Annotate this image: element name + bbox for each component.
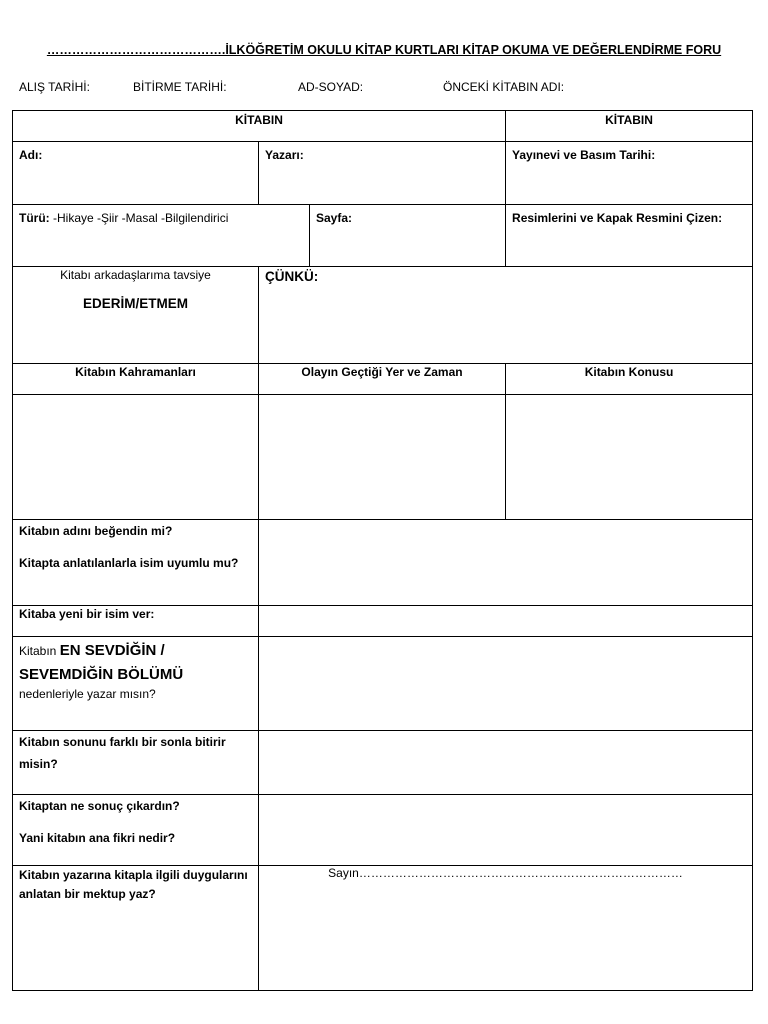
turu-label: Türü: xyxy=(19,211,50,225)
sevdigin-suffix: nedenleriyle yazar mısın? xyxy=(19,687,156,701)
sonuc-answer[interactable] xyxy=(259,795,753,866)
sonu-question: Kitabın sonunu farklı bir sonla bitirir misin? xyxy=(13,731,259,795)
ederim-etmem-text: EDERİM/ETMEM xyxy=(82,296,188,311)
sevdigin-caps: EN SEVDİĞİN / SEVEMDİĞİN BÖLÜMÜ xyxy=(19,642,184,683)
begendin-text: Kitabın adını beğendin mi? xyxy=(19,524,173,538)
cunku-field[interactable] xyxy=(259,267,753,364)
turu-field[interactable] xyxy=(13,205,310,267)
mektup-answer[interactable] xyxy=(259,866,753,991)
turu-options: -Hikaye -Şiir -Masal -Bilgilendirici xyxy=(49,211,229,225)
ad-soyad-label: AD-SOYAD: xyxy=(298,80,364,94)
yeni-isim-question: Kitaba yeni bir isim ver: xyxy=(13,606,259,637)
sayin-line: Sayın……………………………………………………………………… xyxy=(328,866,683,880)
tavsiye-cell xyxy=(13,267,259,364)
uyumlu-text: Kitapta anlatılanlarla isim uyumlu mu? xyxy=(19,556,239,570)
resim-field[interactable]: Resimlerini ve Kapak Resmini Çizen: xyxy=(506,205,753,267)
kahramanlar-header: Kitabın Kahramanları xyxy=(13,364,259,395)
sonu-answer[interactable] xyxy=(259,731,753,795)
sevdigin-prefix: Kitabın xyxy=(19,644,60,658)
tavsiye-text: Kitabı arkadaşlarıma tavsiye xyxy=(60,268,211,282)
yer-zaman-header: Olayın Geçtiği Yer ve Zaman xyxy=(259,364,506,395)
begendin-answer[interactable] xyxy=(259,520,753,606)
yeni-isim-answer[interactable] xyxy=(259,606,753,637)
konu-header: Kitabın Konusu xyxy=(506,364,753,395)
sonuc-text: Kitaptan ne sonuç çıkardın? xyxy=(19,799,180,813)
alis-tarihi-label: ALIŞ TARİHİ: xyxy=(19,80,90,94)
sonuc-question xyxy=(13,795,259,866)
yer-zaman-answer[interactable] xyxy=(259,395,506,520)
kahramanlar-answer[interactable] xyxy=(13,395,259,520)
onceki-kitap-label: ÖNCEKİ KİTABIN ADI: xyxy=(443,80,565,94)
sayfa-field[interactable]: Sayfa: xyxy=(310,205,506,267)
evaluation-form-table xyxy=(12,110,753,991)
kitabin-header-1: KİTABIN xyxy=(13,111,506,142)
sevdigin-question xyxy=(13,637,259,731)
sevdigin-answer[interactable] xyxy=(259,637,753,731)
adi-field[interactable]: Adı: xyxy=(13,142,259,205)
yayinevi-field[interactable]: Yayınevi ve Basım Tarihi: xyxy=(506,142,753,205)
konu-answer[interactable] xyxy=(506,395,753,520)
bitirme-tarihi-label: BİTİRME TARİHİ: xyxy=(133,80,227,94)
mektup-question: Kitabın yazarına kitapla ilgili duygularını anlatan bir mektup yaz? xyxy=(13,866,259,991)
cunku-label: ÇÜNKÜ: xyxy=(265,269,319,284)
kitabin-header-2: KİTABIN xyxy=(506,111,753,142)
ana-fikir-text: Yani kitabın ana fikri nedir? xyxy=(19,831,176,845)
form-title: …………………………………….İLKÖĞRETİM OKULU KİTAP KURTLARI KİTAP OKUMA VE DEĞERLENDİRME FORU xyxy=(46,43,722,57)
begendin-question xyxy=(13,520,259,606)
yazari-field[interactable]: Yazarı: xyxy=(259,142,506,205)
